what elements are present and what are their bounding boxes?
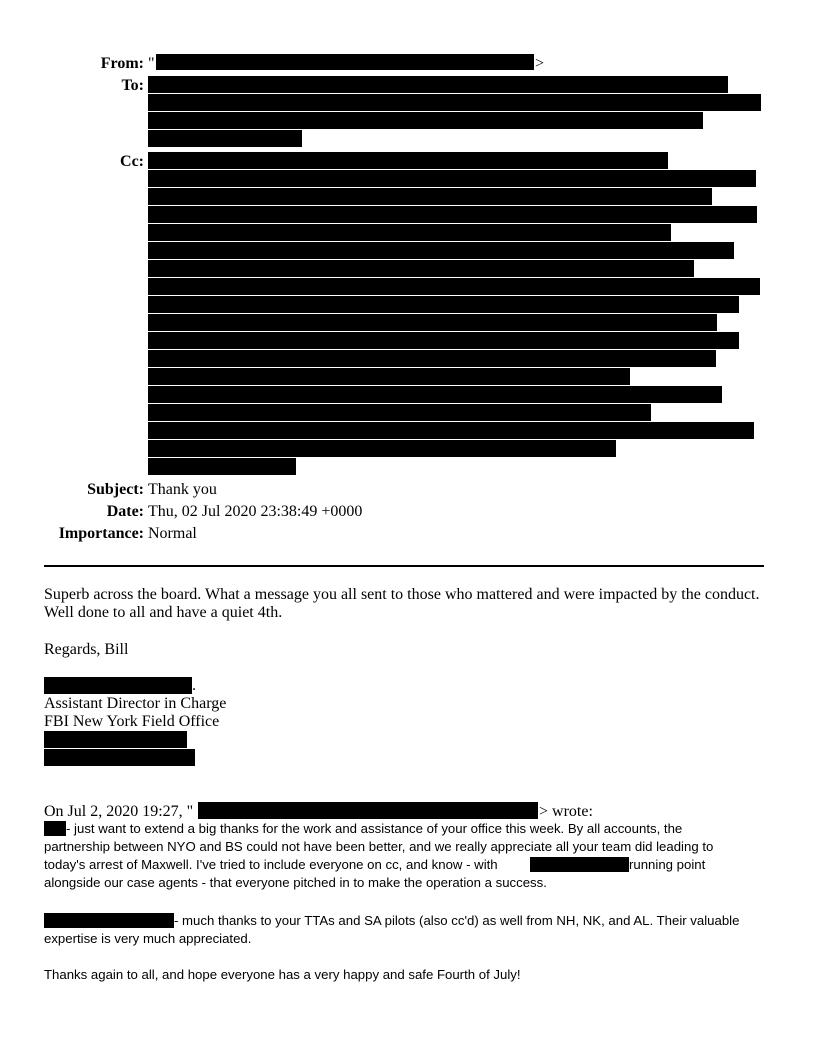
redaction-block	[148, 296, 739, 313]
redaction-block	[44, 749, 195, 766]
quote-p1-line-1: - just want to extend a big thanks for the work and assistance of your office this week. By all accounts, the	[66, 821, 683, 836]
subject-value: Thank you	[148, 481, 217, 498]
body-line-1: Superb across the board. What a message you all sent to those who mattered and were impacted by the conduct.	[44, 586, 760, 603]
redaction-block	[530, 857, 629, 872]
redaction-block	[148, 206, 757, 223]
redaction-block	[148, 422, 754, 439]
redaction-block	[148, 242, 734, 259]
redaction-block	[148, 112, 703, 129]
redaction-block	[44, 677, 192, 694]
quote-p3: Thanks again to all, and hope everyone has a very happy and safe Fourth of July!	[44, 967, 521, 982]
redaction-block	[148, 94, 761, 111]
body-line-2: Well done to all and have a quiet 4th.	[44, 604, 283, 621]
quote-p2-line-2: expertise is very much appreciated.	[44, 931, 252, 946]
redaction-block	[148, 314, 717, 331]
signature-dot: .	[192, 677, 196, 694]
redaction-block	[148, 386, 722, 403]
redaction-block	[44, 821, 66, 836]
redaction-block	[148, 260, 694, 277]
redaction-block	[156, 54, 534, 70]
regards-line: Regards, Bill	[44, 641, 129, 658]
importance-value: Normal	[148, 525, 197, 542]
to-label: To:	[121, 77, 144, 94]
redaction-block	[198, 802, 538, 819]
header-divider	[44, 565, 764, 567]
quote-p2-line-1: - much thanks to your TTAs and SA pilots (also cc'd) as well from NH, NK, and AL. Their valuable	[174, 913, 740, 928]
redaction-block	[148, 350, 716, 367]
quote-p1-line-3a: today's arrest of Maxwell. I've tried to include everyone on cc, and know - with	[44, 857, 498, 872]
from-label: From:	[100, 55, 144, 72]
signature-title: Assistant Director in Charge	[44, 695, 227, 712]
redaction-block	[148, 440, 616, 457]
redaction-block	[148, 332, 739, 349]
redaction-block	[148, 404, 651, 421]
quote-intro-end: > wrote:	[539, 803, 593, 820]
cc-label: Cc:	[120, 153, 144, 170]
redaction-block	[148, 188, 712, 205]
redaction-block	[44, 731, 187, 748]
from-quote: "	[148, 55, 155, 72]
importance-label: Importance:	[58, 525, 144, 542]
quote-p1-line-4: alongside our case agents - that everyone pitched in to make the operation a success.	[44, 875, 547, 890]
redaction-block	[148, 278, 760, 295]
redaction-block	[148, 76, 728, 93]
redaction-block	[148, 152, 668, 169]
redaction-block	[44, 913, 174, 928]
quote-intro: On Jul 2, 2020 19:27, "	[44, 803, 194, 820]
redaction-block	[148, 170, 756, 187]
quote-p1-line-2: partnership between NYO and BS could not have been better, and we really appreciate all your team did leading to	[44, 839, 714, 854]
redaction-block	[148, 458, 296, 475]
redaction-block	[148, 368, 630, 385]
redaction-block	[148, 224, 671, 241]
redaction-block	[148, 130, 302, 147]
signature-office: FBI New York Field Office	[44, 713, 220, 730]
quote-p1-line-3b: running point	[629, 857, 706, 872]
from-close: >	[535, 55, 545, 72]
date-value: Thu, 02 Jul 2020 23:38:49 +0000	[148, 503, 363, 520]
subject-label: Subject:	[87, 481, 144, 498]
date-label: Date:	[106, 503, 144, 520]
